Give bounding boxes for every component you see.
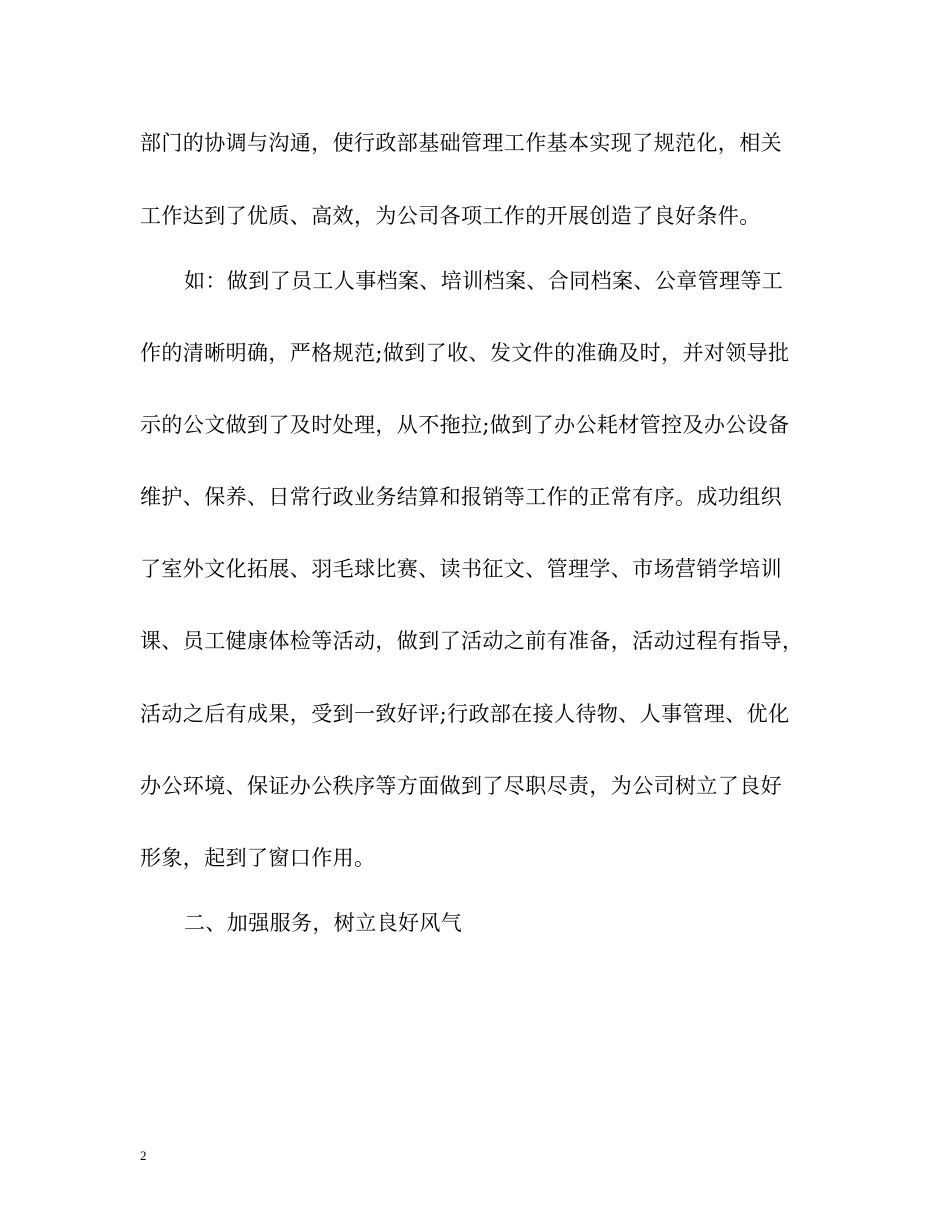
paragraph-line-4: 作的清晰明确，严格规范;做到了收、发文件的准确及时，并对领导批 <box>140 341 790 365</box>
paragraph-line-1: 部门的协调与沟通，使行政部基础管理工作基本实现了规范化，相关 <box>140 131 782 155</box>
paragraph-line-9: 活动之后有成果，受到一致好评;行政部在接人待物、人事管理、优化 <box>140 702 790 726</box>
paragraph-line-5: 示的公文做到了及时处理，从不拖拉;做到了办公耗材管控及办公设备 <box>140 413 790 437</box>
page-number: 2 <box>140 1148 147 1163</box>
paragraph-line-6: 维护、保养、日常行政业务结算和报销等工作的正常有序。成功组织 <box>140 485 782 509</box>
paragraph-line-8: 课、员工健康体检等活动，做到了活动之前有准备，活动过程有指导， <box>140 629 804 653</box>
paragraph-line-3: 如：做到了员工人事档案、培训档案、合同档案、公章管理等工 <box>184 269 784 293</box>
section-heading: 二、加强服务，树立良好风气 <box>184 911 463 935</box>
paragraph-line-2: 工作达到了优质、高效，为公司各项工作的开展创造了良好条件。 <box>140 204 761 228</box>
paragraph-line-11: 形象，起到了窗口作用。 <box>140 846 376 870</box>
paragraph-line-10: 办公环境、保证办公秩序等方面做到了尽职尽责，为公司树立了良好 <box>140 774 782 798</box>
paragraph-line-7: 了室外文化拓展、羽毛球比赛、读书征文、管理学、市场营销学培训 <box>140 557 782 581</box>
